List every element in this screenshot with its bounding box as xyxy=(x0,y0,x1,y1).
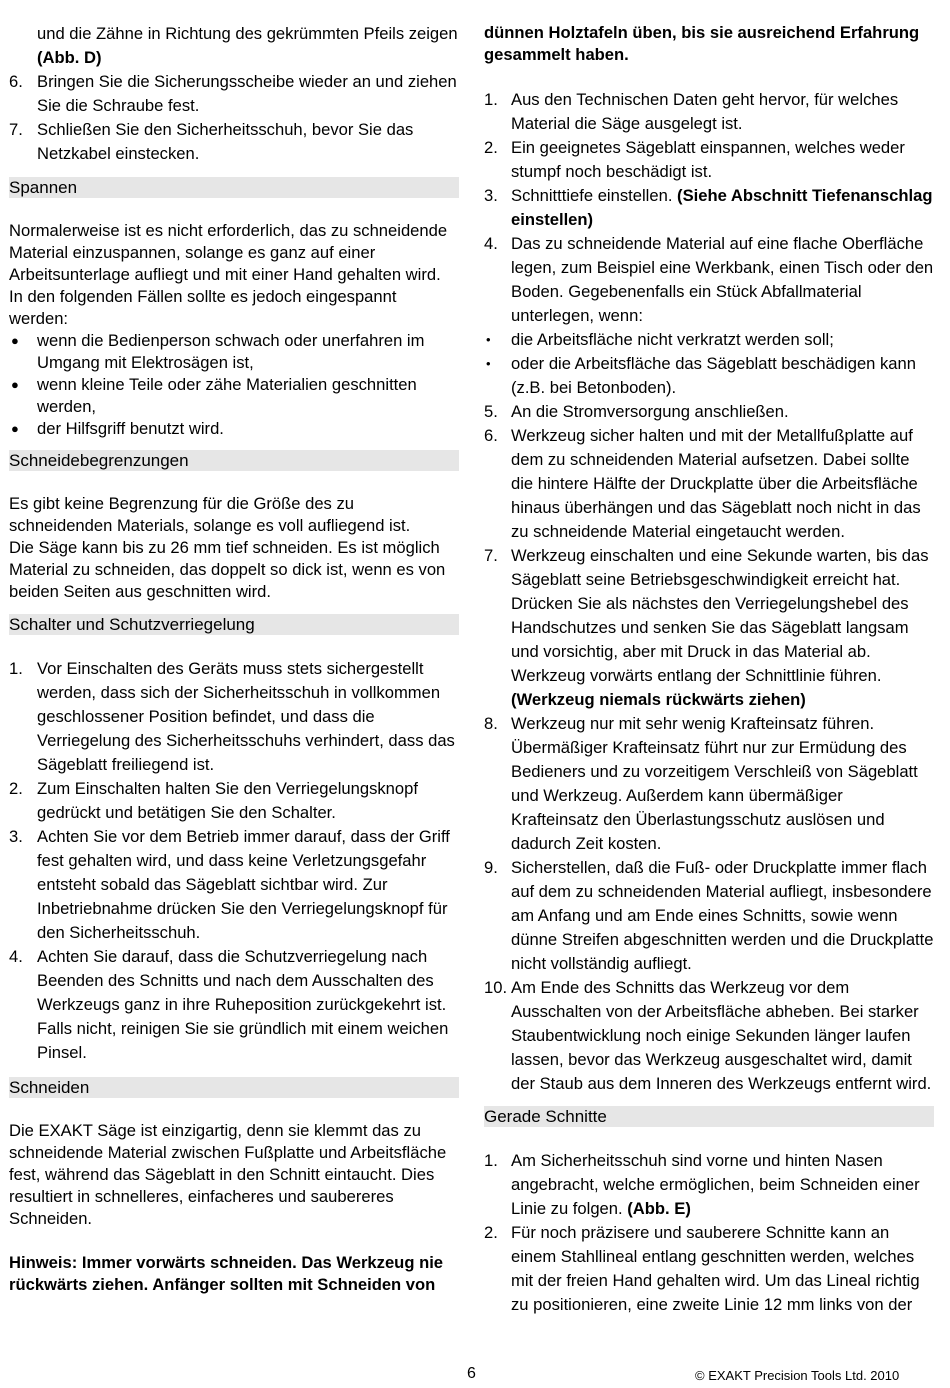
section-heading-schneidebegrenzungen: Schneidebegrenzungen xyxy=(9,450,459,471)
list-item: 7. Schließen Sie den Sicherheitsschuh, bevor Sie das Netzkabel einstecken. xyxy=(9,120,414,163)
section-heading-spannen: Spannen xyxy=(9,177,459,198)
list-item: 1. Vor Einschalten des Geräts muss stets sichergestellt werden, dass sich der Sicherheitsschuh in vollkommen geschlossener Position befindet, und dass die Verriegelung des Sicherheitsschuhs verhindert, dass das Sägeblatt freiliegend ist. xyxy=(9,659,455,774)
list-item: • oder die Arbeitsfläche das Sägeblatt beschädigen kann (z.B. bei Betonboden). xyxy=(486,354,916,397)
page-number: 6 xyxy=(467,1365,476,1382)
right-column xyxy=(484,22,934,1317)
bullet-icon: ● xyxy=(11,333,19,348)
list-item: ● wenn kleine Teile oder zähe Materialien geschnitten werden, xyxy=(11,375,417,416)
section-heading-gerade-schnitte: Gerade Schnitte xyxy=(484,1106,934,1127)
bullet-icon: • xyxy=(486,356,491,371)
paragraph: Es gibt keine Begrenzung für die Größe des zu schneidenden Materials, solange es voll aufliegend ist. xyxy=(9,494,411,535)
page-footer xyxy=(0,1362,950,1384)
schalter-steps-list xyxy=(9,657,459,1065)
schneiden-steps-list xyxy=(484,88,934,1096)
list-item: 3. Achten Sie vor dem Betrieb immer darauf, dass der Griff fest gehalten wird, und dass keine Verletzungsgefahr entsteht sobald das Sägeblatt sichtbar wird. Zur Inbetriebnahme drücken Sie den Verriegelungsknopf für den Sicherheitsschuh. xyxy=(9,827,450,942)
list-item: 2. Ein geeignetes Sägeblatt einspannen, welches weder stumpf noch beschädigt ist. xyxy=(484,138,905,181)
copyright-notice: © EXAKT Precision Tools Ltd. 2010 xyxy=(695,1368,900,1383)
list-item: 7. Werkzeug einschalten und eine Sekunde warten, bis das Sägeblatt seine Betriebsgeschwindigkeit erreicht hat. Drücken Sie als nächstes den Verriegelungshebel des Handschutzes und senken Sie das Sägeblatt langsam und vorsichtig, aber mit Druck in das Material ab. Werkzeug vorwärts entlang der Schnittlinie führen. (Werkzeug niemals rückwärts ziehen) xyxy=(484,546,929,709)
section-heading-schneiden: Schneiden xyxy=(9,1077,459,1098)
continued-steps-list xyxy=(9,22,459,166)
bullet-icon: ● xyxy=(11,421,19,436)
left-column xyxy=(9,22,459,1296)
list-item: 3. Schnitttiefe einstellen. (Siehe Abschnitt Tiefenanschlag einstellen) xyxy=(484,186,933,229)
list-item: und die Zähne in Richtung des gekrümmten Pfeils zeigen (Abb. D) xyxy=(37,24,458,67)
list-item: 6. Bringen Sie die Sicherungsscheibe wieder an und ziehen Sie die Schraube fest. xyxy=(9,72,457,115)
gerade-steps-list xyxy=(484,1149,934,1317)
list-item: 1. Am Sicherheitsschuh sind vorne und hinten Nasen angebracht, welche ermöglichen, beim Schneiden einer Linie zu folgen. (Abb. E) xyxy=(484,1151,920,1218)
list-item: ● der Hilfsgriff benutzt wird. xyxy=(11,419,224,438)
paragraph: Die EXAKT Säge ist einzigartig, denn sie klemmt das zu schneidende Material zwischen Fußplatte und Arbeitsfläche fest, während das Sägeblatt in den Schnitt eintaucht. Dies resultiert in schnelleres, einfacheres und saubereres Schneiden. xyxy=(9,1121,447,1228)
list-item: 6. Werkzeug sicher halten und mit der Metallfußplatte auf dem zu schneidenden Material aufsetzen. Dabei sollte die hintere Hälfte der Druckplatte über die Arbeitsfläche hinaus überhängen und das Sägeblatt noch nicht in das zu schneidende Material eingetaucht werden. xyxy=(484,426,921,541)
list-item: 4. Das zu schneidende Material auf eine flache Oberfläche legen, zum Beispiel eine Werkbank, einen Tisch oder den Boden. Gegebenenfalls ein Stück Abfallmaterial unterlegen, wenn: xyxy=(484,234,934,325)
bullet-icon: • xyxy=(486,332,491,347)
bullet-icon: ● xyxy=(11,377,19,392)
paragraph: Die Säge kann bis zu 26 mm tief schneiden. Es ist möglich Material zu schneiden, das doppelt so dick ist, wenn es von beiden Seiten aus geschnitten wird. xyxy=(9,538,446,601)
paragraph: Normalerweise ist es nicht erforderlich, das zu schneidende Material einzuspannen, solange es ganz auf einer Arbeitsunterlage aufliegt und mit einer Hand gehalten wird. In den folgenden Fällen sollte es jedoch eingespannt werden: xyxy=(9,221,448,328)
list-item: 10. Am Ende des Schnitts das Werkzeug vor dem Ausschalten von der Arbeitsfläche abheben. Bei starker Staubentwicklung noch einige Sekunden länger laufen lassen, bevor das Werkzeug ausgeschaltet wird, damit der Staub aus dem Inneren des Werkzeugs entfernt wird. xyxy=(484,978,932,1093)
note-bold: Hinweis: Immer vorwärts schneiden. Das Werkzeug nie rückwärts ziehen. Anfänger sollten mit Schneiden von xyxy=(9,1253,444,1294)
list-item: 2. Für noch präzisere und sauberere Schnitte kann an einem Stahllineal entlang geschnitten werden, welches mit der freien Hand gehalten wird. Um das Lineal richtig zu positionieren, eine zweite Linie 12 mm links von der xyxy=(484,1223,920,1314)
bullet-list xyxy=(9,330,459,440)
list-item: 9. Sicherstellen, daß die Fuß- oder Druckplatte immer flach auf dem zu schneidenden Material aufliegt, insbesondere am Anfang und am Ende eines Schnitts, sowie wenn dünne Streifen abgeschnitten werden und die Druckplatte nicht vollständig aufliegt. xyxy=(484,858,934,973)
list-item: 5. An die Stromversorgung anschließen. xyxy=(484,402,789,421)
list-item: • die Arbeitsfläche nicht verkratzt werden soll; xyxy=(484,328,934,352)
section-heading-schalter: Schalter und Schutzverriegelung xyxy=(9,614,459,635)
list-item: 4. Achten Sie darauf, dass die Schutzverriegelung nach Beenden des Schnitts und nach dem Ausschalten des Werkzeugs ganz in ihre Ruheposition zurückgekehrt ist. Falls nicht, reinigen Sie sie gründlich mit einem weichen Pinsel. xyxy=(9,947,449,1062)
list-item: 8. Werkzeug nur mit sehr wenig Krafteinsatz führen. Übermäßiger Krafteinsatz führt nur zur Ermüdung des Bedieners und zu vorzeitigem Verschleiß von Sägeblatt und Werkzeug. Außerdem kann übermäßiger Krafteinsatz den Überlastungsschutz auslösen und dadurch Zeit kosten. xyxy=(484,714,918,853)
list-item: ● wenn die Bedienperson schwach oder unerfahren im Umgang mit Elektrosägen ist, xyxy=(11,331,425,372)
note-continued: dünnen Holztafeln üben, bis sie ausreichend Erfahrung gesammelt haben. xyxy=(484,23,920,64)
list-item: 1. Aus den Technischen Daten geht hervor, für welches Material die Säge ausgelegt ist. xyxy=(484,90,899,133)
list-item: 2. Zum Einschalten halten Sie den Verriegelungsknopf gedrückt und betätigen Sie den Schalter. xyxy=(9,779,418,822)
